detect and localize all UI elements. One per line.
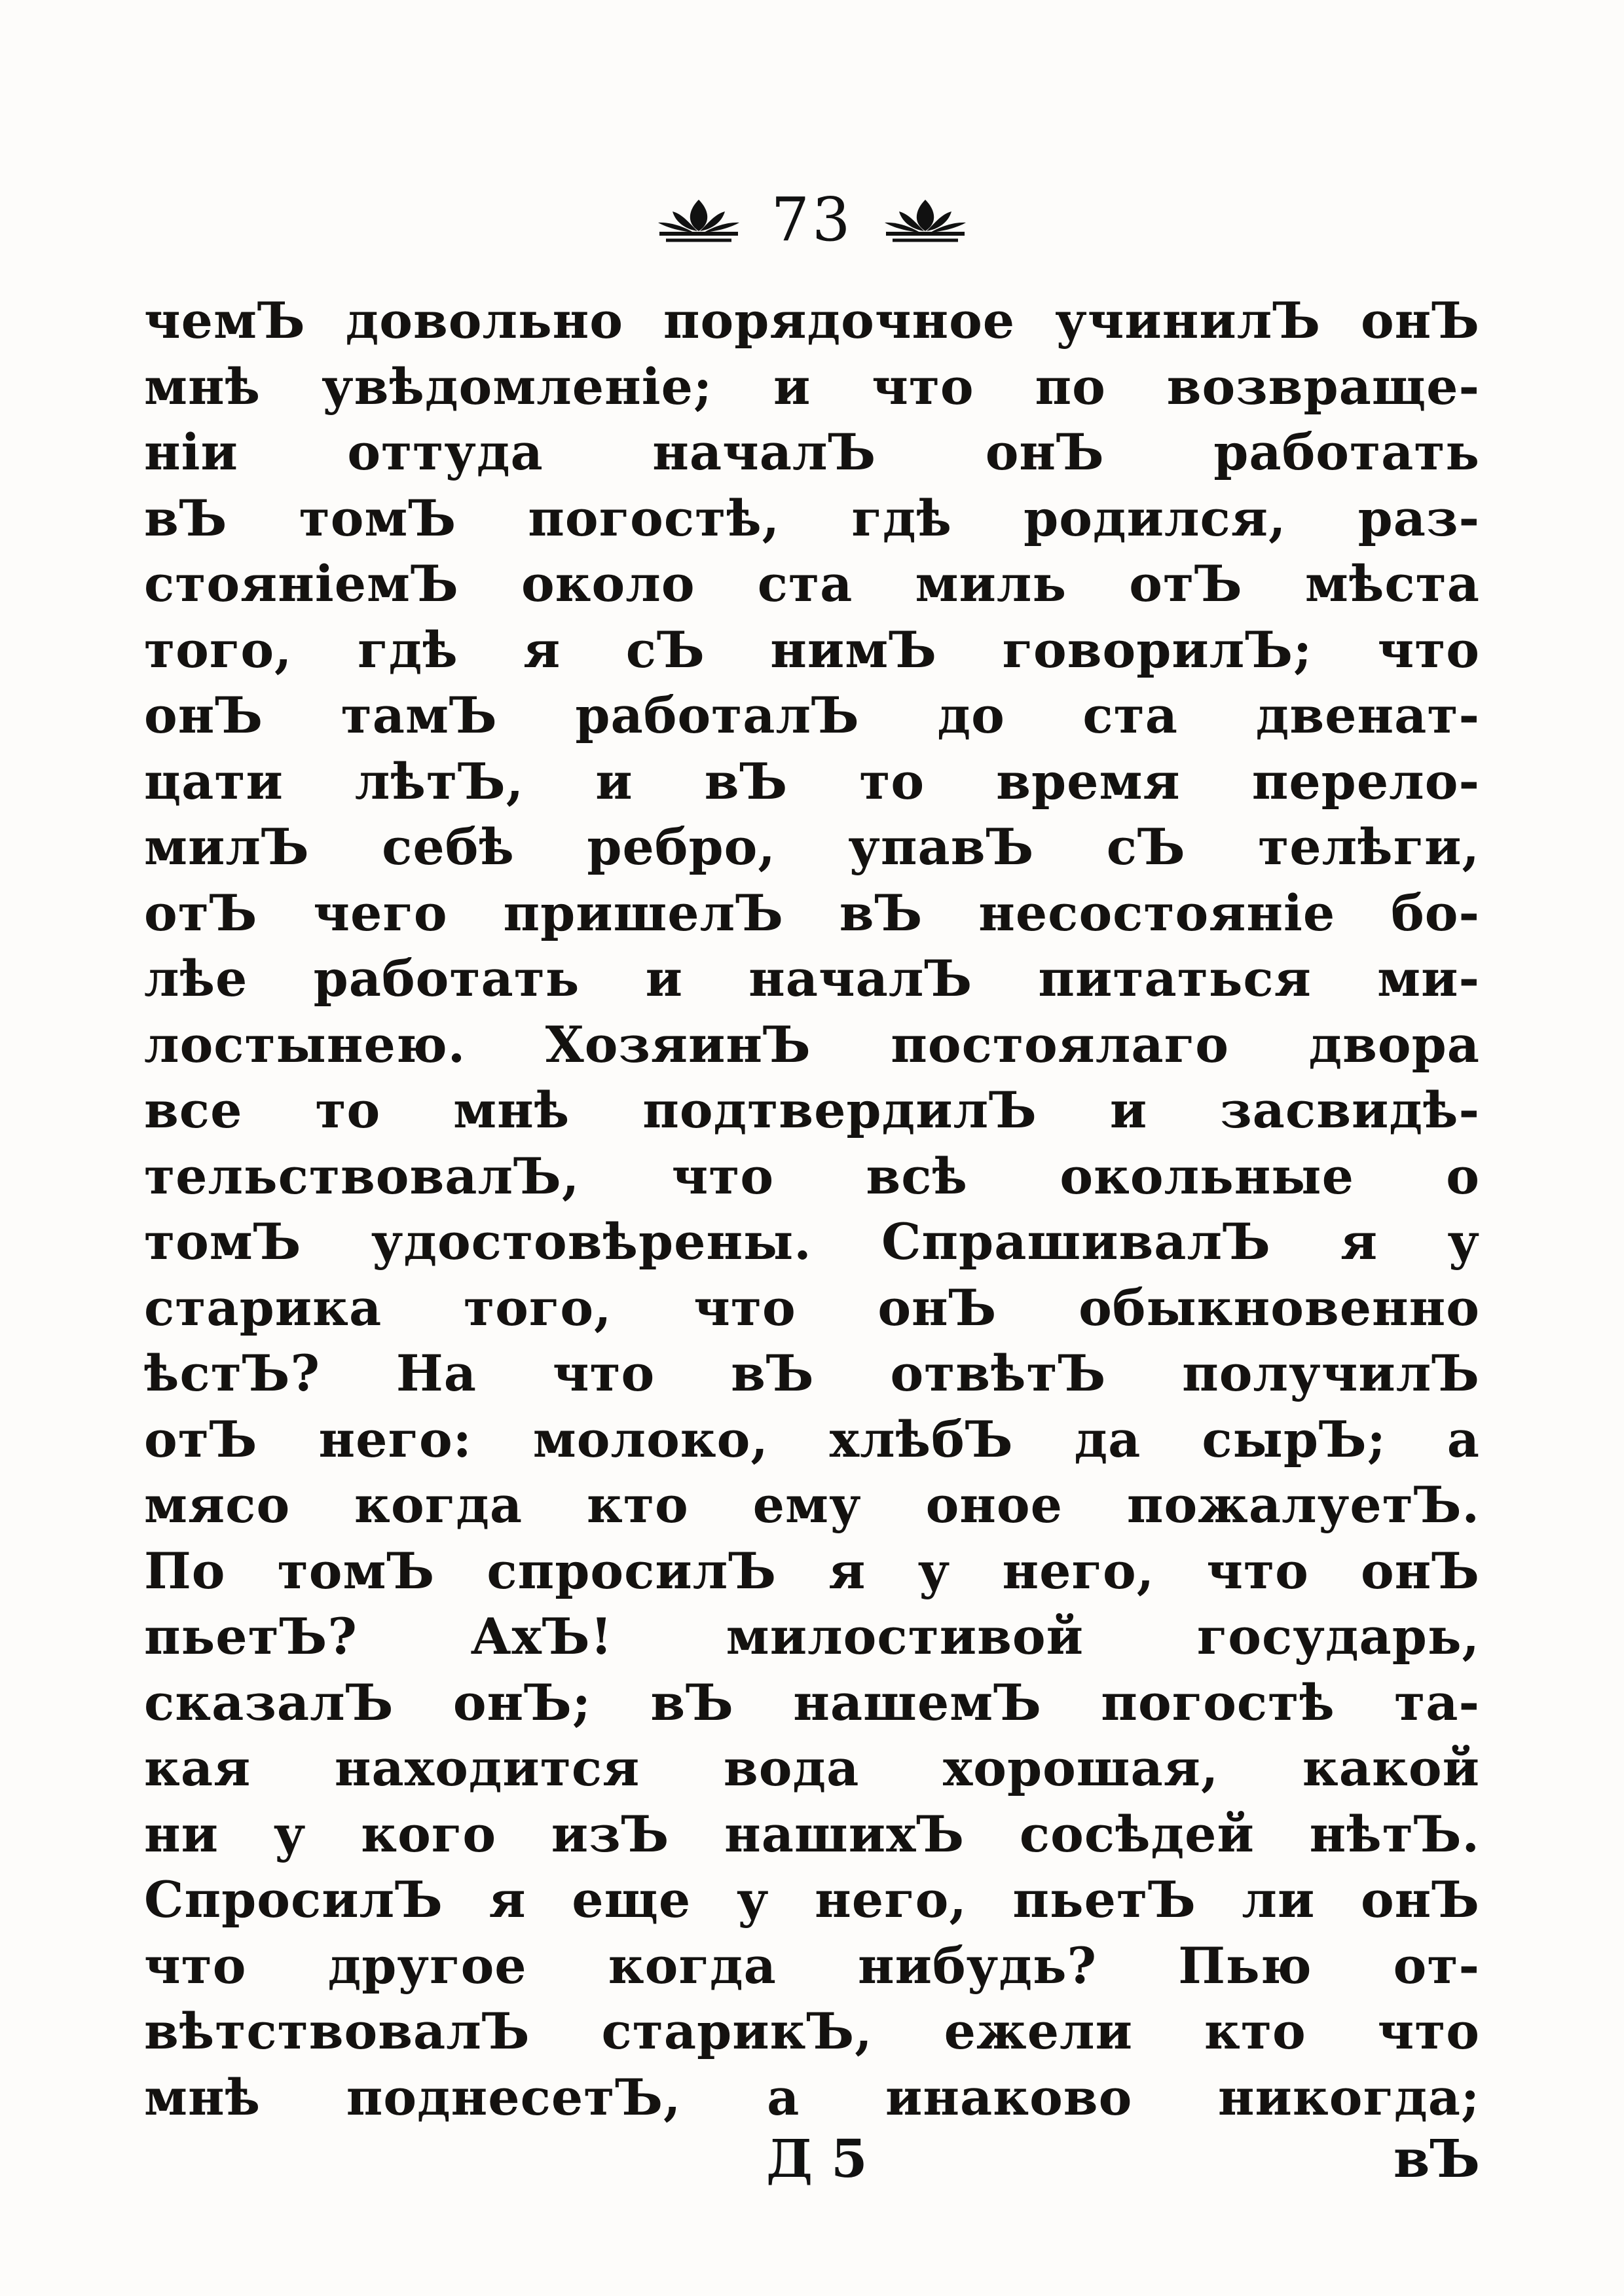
text-line: онЪ тамЪ работалЪ до ста двенат-	[144, 686, 1480, 744]
text-line: лѣе работать и началЪ питаться ми-	[144, 949, 1480, 1008]
text-line: ніи оттуда началЪ онЪ работать	[144, 423, 1480, 481]
text-line: кая находится вода хорошая, какой	[144, 1739, 1480, 1797]
text-line: сказалЪ онЪ; вЪ нашемЪ погостѣ та-	[144, 1673, 1480, 1732]
text-line: вѣтствовалЪ старикЪ, ежели кто что	[144, 2002, 1480, 2060]
text-line: мясо когда кто ему оное пожалуетЪ.	[144, 1476, 1480, 1534]
page-number: 73	[771, 184, 853, 255]
text-line: того, гдѣ я сЪ нимЪ говорилЪ; что	[144, 620, 1480, 679]
text-line: чемЪ довольно порядочное учинилЪ онЪ	[144, 291, 1480, 350]
text-line: отЪ него: молоко, хлѣбЪ да сырЪ; а	[144, 1410, 1480, 1468]
text-line: пьетЪ? АхЪ! милостивой государь,	[144, 1607, 1480, 1666]
text-line: отЪ чего пришелЪ вЪ несостояніе бо-	[144, 883, 1480, 942]
text-line: По томЪ спросилЪ я у него, что онЪ	[144, 1541, 1480, 1600]
text-line: томЪ удостовѣрены. СпрашивалЪ я у	[144, 1212, 1480, 1271]
text-line: цати лѣтЪ, и вЪ то время перело-	[144, 752, 1480, 811]
text-line: все то мнѣ подтвердилЪ и засвидѣ-	[144, 1081, 1480, 1139]
text-line: мнѣ увѣдомленіе; и что по возвраще-	[144, 357, 1480, 416]
page-header	[0, 177, 1624, 262]
text-line: лостынею. ХозяинЪ постоялаго двора	[144, 1015, 1480, 1074]
text-line: милЪ себѣ ребро, упавЪ сЪ телѣги,	[144, 818, 1480, 876]
text-line: ѣстЪ? На что вЪ отвѣтЪ получилЪ	[144, 1344, 1480, 1402]
text-line: старика того, что онЪ обыкновенно	[144, 1278, 1480, 1337]
body-text	[144, 288, 1480, 2130]
catchword: вЪ	[1393, 2128, 1480, 2189]
text-line: мнѣ поднесетЪ, а инаково никогда;	[144, 2068, 1480, 2126]
text-line: вЪ томЪ погостѣ, гдѣ родился, раз-	[144, 488, 1480, 547]
signature-mark: Д 5	[766, 2128, 868, 2189]
text-line: что другое когда нибудь? Пью от-	[144, 1936, 1480, 1995]
text-line: стояніемЪ около ста миль отЪ мѣста	[144, 555, 1480, 613]
text-line: ни у кого изЪ нашихЪ сосѣдей нѣтЪ.	[144, 1804, 1480, 1863]
text-line: СпросилЪ я еще у него, пьетЪ ли онЪ	[144, 1870, 1480, 1929]
lotus-ornament-left-icon	[653, 193, 745, 246]
lotus-ornament-right-icon	[879, 193, 971, 246]
text-line: тельствовалЪ, что всѣ окольные о	[144, 1146, 1480, 1205]
page-footer	[144, 2128, 1480, 2200]
